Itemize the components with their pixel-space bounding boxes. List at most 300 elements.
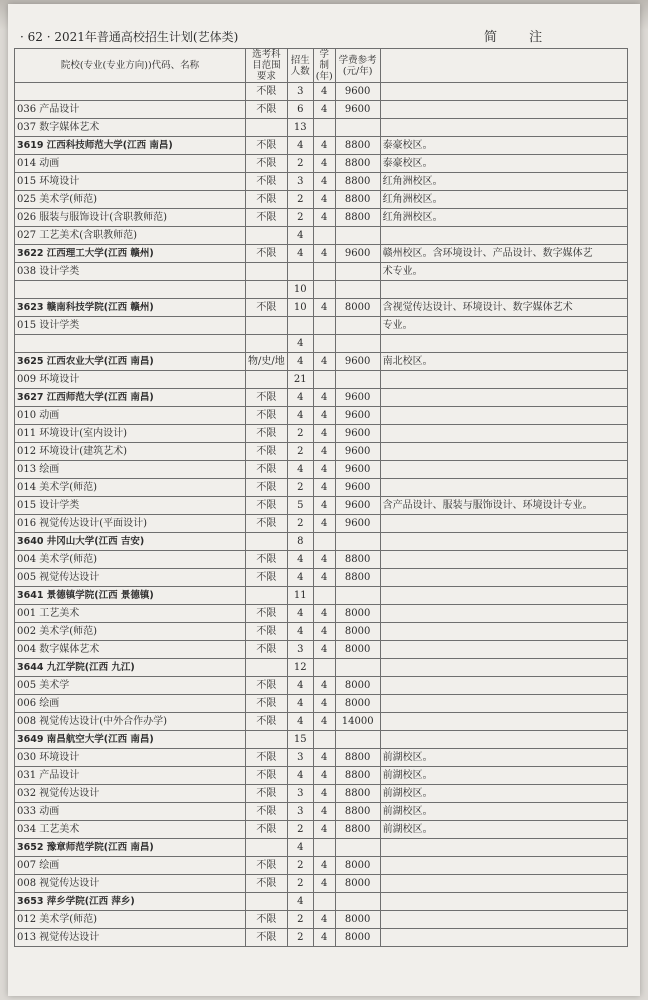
cell-requirement: 不限: [246, 875, 288, 893]
cell-note: [380, 875, 627, 893]
cell-years: 4: [313, 173, 335, 191]
cell-name: 032 视觉传达设计: [15, 785, 246, 803]
cell-fee: 8800: [335, 767, 380, 785]
cell-fee: 8000: [335, 857, 380, 875]
cell-number: 8: [287, 533, 313, 551]
cell-name: 004 数字媒体艺术: [15, 641, 246, 659]
cell-requirement: [246, 317, 288, 335]
cell-number: 4: [287, 335, 313, 353]
cell-requirement: [246, 335, 288, 353]
table-row: [15, 317, 628, 335]
school-row: [15, 389, 628, 407]
cell-name: [15, 83, 246, 101]
cell-requirement: 不限: [246, 173, 288, 191]
cell-name: 3649 南昌航空大学(江西 南昌): [15, 731, 246, 749]
cell-number: 10: [287, 281, 313, 299]
cell-years: 4: [313, 137, 335, 155]
cell-note: [380, 857, 627, 875]
cell-fee: 8800: [335, 173, 380, 191]
cell-number: 2: [287, 479, 313, 497]
col-fee: 学费参考(元/年): [335, 49, 380, 83]
school-row: [15, 299, 628, 317]
cell-name: 007 绘画: [15, 857, 246, 875]
cell-name: 3652 豫章师范学院(江西 南昌): [15, 839, 246, 857]
cell-requirement: [246, 263, 288, 281]
cell-name: 3640 井冈山大学(江西 吉安): [15, 533, 246, 551]
cell-years: 4: [313, 569, 335, 587]
cell-note: 前湖校区。: [380, 767, 627, 785]
cell-name: [15, 281, 246, 299]
cell-requirement: 不限: [246, 209, 288, 227]
cell-name: 3625 江西农业大学(江西 南昌): [15, 353, 246, 371]
school-row: [15, 731, 628, 749]
cell-fee: 9600: [335, 497, 380, 515]
cell-requirement: 不限: [246, 803, 288, 821]
cell-name: 008 视觉传达设计: [15, 875, 246, 893]
cell-fee: [335, 119, 380, 137]
cell-number: [287, 317, 313, 335]
cell-years: 4: [313, 677, 335, 695]
table-row: [15, 623, 628, 641]
cell-number: 4: [287, 551, 313, 569]
cell-years: 4: [313, 425, 335, 443]
cell-note: [380, 551, 627, 569]
cell-fee: 8000: [335, 695, 380, 713]
cell-years: 4: [313, 497, 335, 515]
cell-requirement: 不限: [246, 929, 288, 947]
cell-years: 4: [313, 209, 335, 227]
cell-fee: 8800: [335, 749, 380, 767]
cell-requirement: [246, 281, 288, 299]
cell-note: 前湖校区。: [380, 803, 627, 821]
cell-fee: 8000: [335, 875, 380, 893]
cell-note: [380, 407, 627, 425]
cell-fee: 9600: [335, 101, 380, 119]
cell-years: 4: [313, 191, 335, 209]
cell-fee: [335, 263, 380, 281]
cell-fee: [335, 893, 380, 911]
cell-name: 008 视觉传达设计(中外合作办学): [15, 713, 246, 731]
cell-fee: 8000: [335, 605, 380, 623]
cell-years: 4: [313, 479, 335, 497]
cell-requirement: 不限: [246, 821, 288, 839]
cell-requirement: 不限: [246, 857, 288, 875]
cell-fee: [335, 371, 380, 389]
cell-fee: 8800: [335, 209, 380, 227]
table-row: [15, 749, 628, 767]
cell-note: [380, 443, 627, 461]
cell-requirement: [246, 731, 288, 749]
cell-requirement: 不限: [246, 605, 288, 623]
cell-name: 010 动画: [15, 407, 246, 425]
table-row: [15, 407, 628, 425]
cell-name: 002 美术学(师范): [15, 623, 246, 641]
cell-number: 2: [287, 443, 313, 461]
table-row: [15, 443, 628, 461]
cell-years: [313, 371, 335, 389]
cell-fee: 9600: [335, 461, 380, 479]
cell-name: 001 工艺美术: [15, 605, 246, 623]
cell-note: [380, 839, 627, 857]
cell-requirement: 不限: [246, 443, 288, 461]
cell-note: 含产品设计、服装与服饰设计、环境设计专业。: [380, 497, 627, 515]
cell-fee: 9600: [335, 245, 380, 263]
cell-years: 4: [313, 101, 335, 119]
cell-requirement: 不限: [246, 137, 288, 155]
cell-years: 4: [313, 695, 335, 713]
cell-number: 4: [287, 227, 313, 245]
cell-number: 4: [287, 461, 313, 479]
school-row: [15, 839, 628, 857]
col-requirement: 选考科目范围要求: [246, 49, 288, 83]
school-row: [15, 659, 628, 677]
cell-name: 030 环境设计: [15, 749, 246, 767]
table-row: [15, 569, 628, 587]
cell-number: 2: [287, 929, 313, 947]
table-row: [15, 641, 628, 659]
cell-years: 4: [313, 875, 335, 893]
cell-number: 4: [287, 695, 313, 713]
table-row: [15, 767, 628, 785]
cell-years: [313, 317, 335, 335]
cell-requirement: 不限: [246, 497, 288, 515]
cell-years: 4: [313, 713, 335, 731]
cell-number: 4: [287, 353, 313, 371]
cell-fee: 8000: [335, 677, 380, 695]
cell-fee: 8800: [335, 803, 380, 821]
cell-number: 4: [287, 839, 313, 857]
cell-years: 4: [313, 767, 335, 785]
cell-number: 11: [287, 587, 313, 605]
cell-name: 015 设计学类: [15, 317, 246, 335]
school-row: [15, 245, 628, 263]
page-header: [14, 26, 634, 46]
cell-name: 3619 江西科技师范大学(江西 南昌): [15, 137, 246, 155]
cell-requirement: 不限: [246, 101, 288, 119]
cell-years: 4: [313, 83, 335, 101]
cell-name: 027 工艺美术(含职教师范): [15, 227, 246, 245]
table-row: [15, 803, 628, 821]
cell-note: 红角洲校区。: [380, 209, 627, 227]
cell-requirement: 不限: [246, 299, 288, 317]
cell-years: [313, 893, 335, 911]
col-name: 院校(专业(专业方向))代码、名称: [15, 49, 246, 83]
cell-number: 4: [287, 245, 313, 263]
cell-fee: 9600: [335, 389, 380, 407]
cell-fee: [335, 839, 380, 857]
cell-note: [380, 389, 627, 407]
cell-name: 038 设计学类: [15, 263, 246, 281]
cell-fee: 8800: [335, 821, 380, 839]
cell-years: 4: [313, 929, 335, 947]
cell-requirement: 不限: [246, 713, 288, 731]
cell-note: 专业。: [380, 317, 627, 335]
table-row: [15, 281, 628, 299]
cell-note: [380, 929, 627, 947]
cell-fee: 9600: [335, 83, 380, 101]
cell-years: [313, 119, 335, 137]
table-row: [15, 605, 628, 623]
table-row: [15, 551, 628, 569]
cell-fee: 8800: [335, 191, 380, 209]
cell-fee: [335, 659, 380, 677]
cell-name: 026 服装与服饰设计(含职教师范): [15, 209, 246, 227]
cell-fee: 9600: [335, 407, 380, 425]
cell-name: [15, 335, 246, 353]
cell-name: 016 视觉传达设计(平面设计): [15, 515, 246, 533]
school-row: [15, 893, 628, 911]
cell-number: 2: [287, 209, 313, 227]
cell-name: 025 美术学(师范): [15, 191, 246, 209]
cell-note: [380, 83, 627, 101]
cell-number: 2: [287, 821, 313, 839]
cell-number: 2: [287, 875, 313, 893]
cell-requirement: 不限: [246, 191, 288, 209]
cell-requirement: [246, 119, 288, 137]
cell-name: 014 美术学(师范): [15, 479, 246, 497]
cell-note: [380, 425, 627, 443]
cell-number: 4: [287, 605, 313, 623]
cell-name: 005 视觉传达设计: [15, 569, 246, 587]
cell-number: 2: [287, 191, 313, 209]
cell-requirement: 不限: [246, 389, 288, 407]
cell-number: 10: [287, 299, 313, 317]
table-row: [15, 155, 628, 173]
book-page: [8, 4, 640, 996]
cell-note: 泰豪校区。: [380, 137, 627, 155]
table-body: [15, 83, 628, 947]
cell-number: 4: [287, 137, 313, 155]
cell-number: 4: [287, 623, 313, 641]
cell-years: 4: [313, 623, 335, 641]
cell-fee: [335, 731, 380, 749]
cell-number: 4: [287, 677, 313, 695]
cell-fee: 8800: [335, 137, 380, 155]
cell-years: 4: [313, 785, 335, 803]
cell-years: 4: [313, 641, 335, 659]
cell-name: 3623 赣南科技学院(江西 赣州): [15, 299, 246, 317]
cell-name: 033 动画: [15, 803, 246, 821]
cell-name: 3653 萍乡学院(江西 萍乡): [15, 893, 246, 911]
cell-requirement: [246, 227, 288, 245]
col-years: 学制(年): [313, 49, 335, 83]
table-row: [15, 515, 628, 533]
cell-number: 4: [287, 569, 313, 587]
cell-note: 含视觉传达设计、环境设计、数字媒体艺术: [380, 299, 627, 317]
cell-note: [380, 587, 627, 605]
cell-name: 3644 九江学院(江西 九江): [15, 659, 246, 677]
cell-years: 4: [313, 299, 335, 317]
cell-requirement: 不限: [246, 479, 288, 497]
table-row: [15, 371, 628, 389]
cell-fee: 8800: [335, 551, 380, 569]
cell-requirement: [246, 839, 288, 857]
cell-fee: [335, 335, 380, 353]
cell-fee: [335, 317, 380, 335]
table-row: [15, 857, 628, 875]
cell-number: 6: [287, 101, 313, 119]
table-row: [15, 461, 628, 479]
table-row: [15, 209, 628, 227]
cell-years: 4: [313, 857, 335, 875]
cell-note: 红角洲校区。: [380, 173, 627, 191]
cell-number: 4: [287, 767, 313, 785]
cell-years: [313, 659, 335, 677]
cell-requirement: 不限: [246, 155, 288, 173]
cell-fee: 8800: [335, 785, 380, 803]
table-row: [15, 173, 628, 191]
cell-number: [287, 263, 313, 281]
cell-requirement: [246, 587, 288, 605]
cell-number: 2: [287, 857, 313, 875]
cell-number: 4: [287, 407, 313, 425]
cell-name: 3622 江西理工大学(江西 赣州): [15, 245, 246, 263]
cell-requirement: 物/史/地: [246, 353, 288, 371]
cell-years: [313, 587, 335, 605]
cell-years: [313, 731, 335, 749]
cell-fee: 8000: [335, 911, 380, 929]
cell-requirement: 不限: [246, 461, 288, 479]
cell-number: 3: [287, 83, 313, 101]
table-row: [15, 101, 628, 119]
table-row: [15, 929, 628, 947]
col-number: 招生人数: [287, 49, 313, 83]
cell-fee: 8000: [335, 623, 380, 641]
cell-name: 013 绘画: [15, 461, 246, 479]
cell-fee: 8800: [335, 155, 380, 173]
notes-column-title: 简 注: [484, 30, 557, 45]
cell-years: 4: [313, 551, 335, 569]
cell-requirement: 不限: [246, 641, 288, 659]
cell-name: 3627 江西师范大学(江西 南昌): [15, 389, 246, 407]
cell-number: 3: [287, 803, 313, 821]
cell-number: 13: [287, 119, 313, 137]
table-row: [15, 911, 628, 929]
cell-note: [380, 371, 627, 389]
table-row: [15, 713, 628, 731]
cell-note: [380, 569, 627, 587]
cell-fee: 9600: [335, 353, 380, 371]
cell-fee: 14000: [335, 713, 380, 731]
table-row: [15, 785, 628, 803]
cell-years: 4: [313, 515, 335, 533]
cell-note: [380, 533, 627, 551]
cell-note: [380, 623, 627, 641]
cell-note: [380, 227, 627, 245]
table-row: [15, 479, 628, 497]
cell-name: 037 数字媒体艺术: [15, 119, 246, 137]
cell-years: 4: [313, 245, 335, 263]
cell-name: 013 视觉传达设计: [15, 929, 246, 947]
cell-name: 036 产品设计: [15, 101, 246, 119]
cell-requirement: [246, 893, 288, 911]
cell-number: 3: [287, 641, 313, 659]
table-row: [15, 695, 628, 713]
cell-name: 034 工艺美术: [15, 821, 246, 839]
cell-name: 006 绘画: [15, 695, 246, 713]
cell-note: 术专业。: [380, 263, 627, 281]
cell-note: [380, 911, 627, 929]
cell-requirement: 不限: [246, 767, 288, 785]
cell-requirement: 不限: [246, 425, 288, 443]
cell-name: 014 动画: [15, 155, 246, 173]
table-row: [15, 677, 628, 695]
cell-requirement: 不限: [246, 785, 288, 803]
cell-number: 3: [287, 785, 313, 803]
cell-requirement: 不限: [246, 245, 288, 263]
cell-note: [380, 605, 627, 623]
cell-years: 4: [313, 443, 335, 461]
cell-years: [313, 335, 335, 353]
cell-name: 015 环境设计: [15, 173, 246, 191]
school-row: [15, 353, 628, 371]
cell-number: 2: [287, 515, 313, 533]
cell-note: [380, 101, 627, 119]
table-row: [15, 227, 628, 245]
cell-years: [313, 227, 335, 245]
cell-name: 004 美术学(师范): [15, 551, 246, 569]
cell-requirement: 不限: [246, 407, 288, 425]
cell-name: 031 产品设计: [15, 767, 246, 785]
school-row: [15, 533, 628, 551]
cell-fee: 9600: [335, 515, 380, 533]
cell-requirement: 不限: [246, 83, 288, 101]
cell-requirement: 不限: [246, 551, 288, 569]
cell-years: 4: [313, 155, 335, 173]
cell-number: 4: [287, 893, 313, 911]
cell-number: 2: [287, 155, 313, 173]
cell-number: 15: [287, 731, 313, 749]
cell-requirement: [246, 659, 288, 677]
cell-number: 2: [287, 425, 313, 443]
cell-years: 4: [313, 749, 335, 767]
school-row: [15, 587, 628, 605]
cell-years: 4: [313, 911, 335, 929]
cell-years: 4: [313, 461, 335, 479]
cell-note: [380, 893, 627, 911]
cell-note: [380, 281, 627, 299]
cell-requirement: 不限: [246, 515, 288, 533]
cell-fee: 9600: [335, 425, 380, 443]
cell-number: 3: [287, 173, 313, 191]
cell-fee: [335, 587, 380, 605]
cell-years: [313, 263, 335, 281]
cell-note: [380, 479, 627, 497]
cell-requirement: [246, 533, 288, 551]
cell-note: 赣州校区。含环境设计、产品设计、数字媒体艺: [380, 245, 627, 263]
cell-note: 南北校区。: [380, 353, 627, 371]
cell-requirement: 不限: [246, 749, 288, 767]
cell-requirement: 不限: [246, 623, 288, 641]
cell-years: 4: [313, 803, 335, 821]
cell-note: [380, 641, 627, 659]
table-row: [15, 191, 628, 209]
cell-fee: [335, 281, 380, 299]
cell-name: 012 环境设计(建筑艺术): [15, 443, 246, 461]
cell-number: 2: [287, 911, 313, 929]
cell-number: 3: [287, 749, 313, 767]
table-row: [15, 83, 628, 101]
cell-years: 4: [313, 407, 335, 425]
col-note: [380, 49, 627, 83]
cell-note: [380, 461, 627, 479]
table-row: [15, 263, 628, 281]
running-head: · 62 · 2021年普通高校招生计划(艺体类): [20, 30, 239, 44]
cell-years: [313, 281, 335, 299]
enrollment-plan-table: [14, 48, 628, 947]
cell-fee: [335, 227, 380, 245]
cell-fee: 8000: [335, 929, 380, 947]
